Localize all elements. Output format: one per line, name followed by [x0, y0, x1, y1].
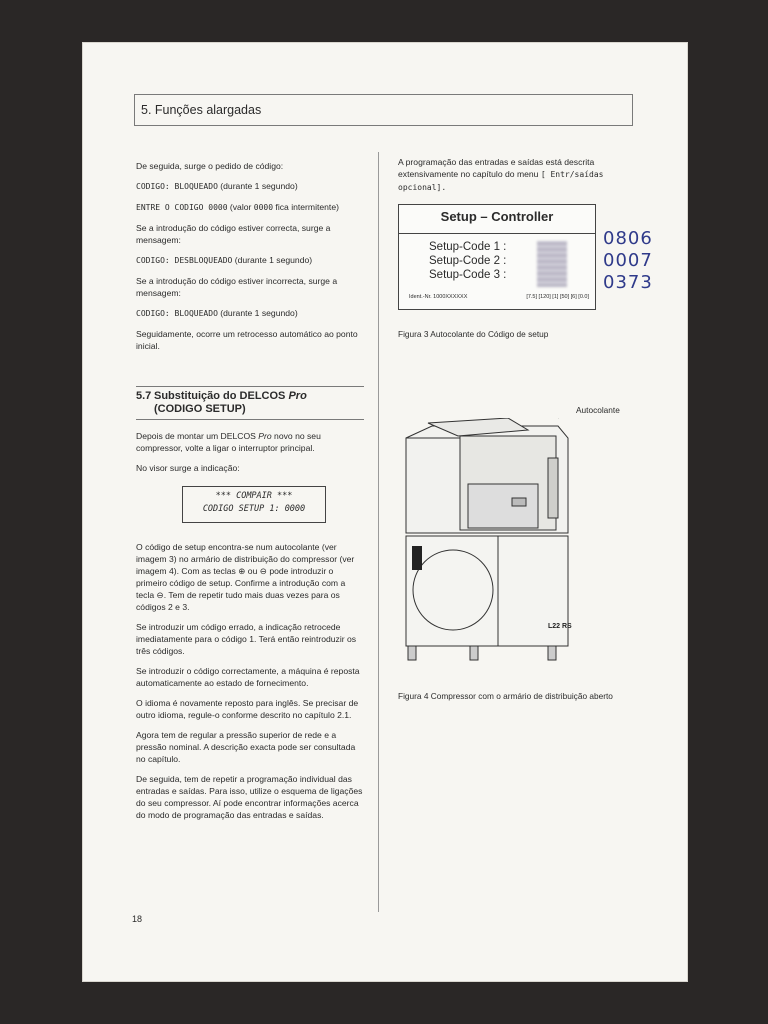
sticker-title: Setup – Controller: [440, 209, 554, 224]
chapter-title: 5. Funções alargadas: [141, 103, 262, 117]
figure-3-caption: Figura 3 Autocolante do Código de setup: [398, 329, 549, 339]
paragraph: CODIGO: BLOQUEADO (durante 1 segundo): [136, 181, 298, 191]
column-divider: [378, 152, 379, 912]
paragraph: O código de setup encontra-se num autocolante (ver imagem 3) no armário de distribuição do compressor (ver imagem 4). Com as teclas ⊕ ou ⊖ pode introduzir o primeiro código de setup. Confirme a introdução com a tecla ⊖. Tem de repetir tudo mais duas vezes para os códigos 2 e 3.: [136, 542, 355, 612]
paragraph: Seguidamente, ocorre um retrocesso automático ao ponto inicial.: [136, 329, 358, 351]
setup-code-1-label: Setup-Code 1 :: [429, 241, 507, 253]
figure-4-caption: Figura 4 Compressor com o armário de distribuição aberto: [398, 691, 613, 701]
handwritten-code-2: 0007: [603, 250, 653, 271]
paragraph: No visor surge a indicação:: [136, 463, 240, 473]
paragraph: A programação das entradas e saídas está descrita extensivamente no capítulo do menu [ Entr/saídas opcional].: [398, 157, 604, 192]
paragraph: Depois de montar um DELCOS Pro novo no seu compressor, volte a ligar o interruptor principal.: [136, 431, 321, 453]
document-page: [82, 42, 688, 982]
sticker-specs: [7.5] [120] [1] [50] [6] [0.0]: [526, 294, 589, 300]
left-column: [136, 160, 364, 829]
redacted-codes: [537, 241, 567, 287]
paragraph: CODIGO: DESBLOQUEADO (durante 1 segundo): [136, 255, 313, 265]
model-label: L22 RS: [548, 623, 572, 630]
paragraph: ENTRE O CODIGO 0000 (valor 0000 fica intermitente): [136, 202, 339, 212]
setup-sticker: [398, 204, 653, 310]
display-readout: *** COMPAIR *** CODIGO SETUP 1: 0000: [182, 486, 326, 523]
paragraph: Se a introdução do código estiver correcta, surge a mensagem:: [136, 223, 331, 245]
ident-number: Ident.-Nr. 1000XXXXXX: [409, 294, 468, 300]
paragraph: Se a introdução do código estiver incorrecta, surge a mensagem:: [136, 276, 338, 298]
right-column: [398, 156, 653, 701]
handwritten-code-3: 0373: [603, 272, 653, 293]
autocolante-label: Autocolante: [576, 405, 620, 415]
section-heading: 5.7 Substituição do DELCOS Pro (CODIGO SETUP): [136, 386, 364, 420]
setup-code-2-label: Setup-Code 2 :: [429, 255, 507, 267]
compressor-figure: [398, 418, 598, 681]
paragraph: Se introduzir o código correctamente, a máquina é reposta automaticamente ao estado de fornecimento.: [136, 666, 360, 688]
paragraph: Se introduzir um código errado, a indicação retrocede imediatamente para o código 1. Terá então reintroduzir os três códigos.: [136, 622, 357, 656]
chapter-header: [134, 94, 633, 126]
paragraph: De seguida, surge o pedido de código:: [136, 161, 284, 171]
page-number: 18: [132, 914, 143, 924]
handwritten-code-1: 0806: [603, 228, 653, 249]
paragraph: De seguida, tem de repetir a programação individual das entradas e saídas. Para isso, utilize o esquema de ligações do seu compressor. Aí pode encontrar informações acerca do modo de programação das entradas e saídas.: [136, 774, 363, 820]
setup-code-3-label: Setup-Code 3 :: [429, 269, 507, 281]
paragraph: CODIGO: BLOQUEADO (durante 1 segundo): [136, 308, 298, 318]
paragraph: O idioma é novamente reposto para inglês. Se precisar de outro idioma, regule-o conforme descrito no capítulo 2.1.: [136, 698, 359, 720]
paragraph: Agora tem de regular a pressão superior de rede e a pressão nominal. A descrição exacta pode ser consultada no capítulo.: [136, 730, 356, 764]
